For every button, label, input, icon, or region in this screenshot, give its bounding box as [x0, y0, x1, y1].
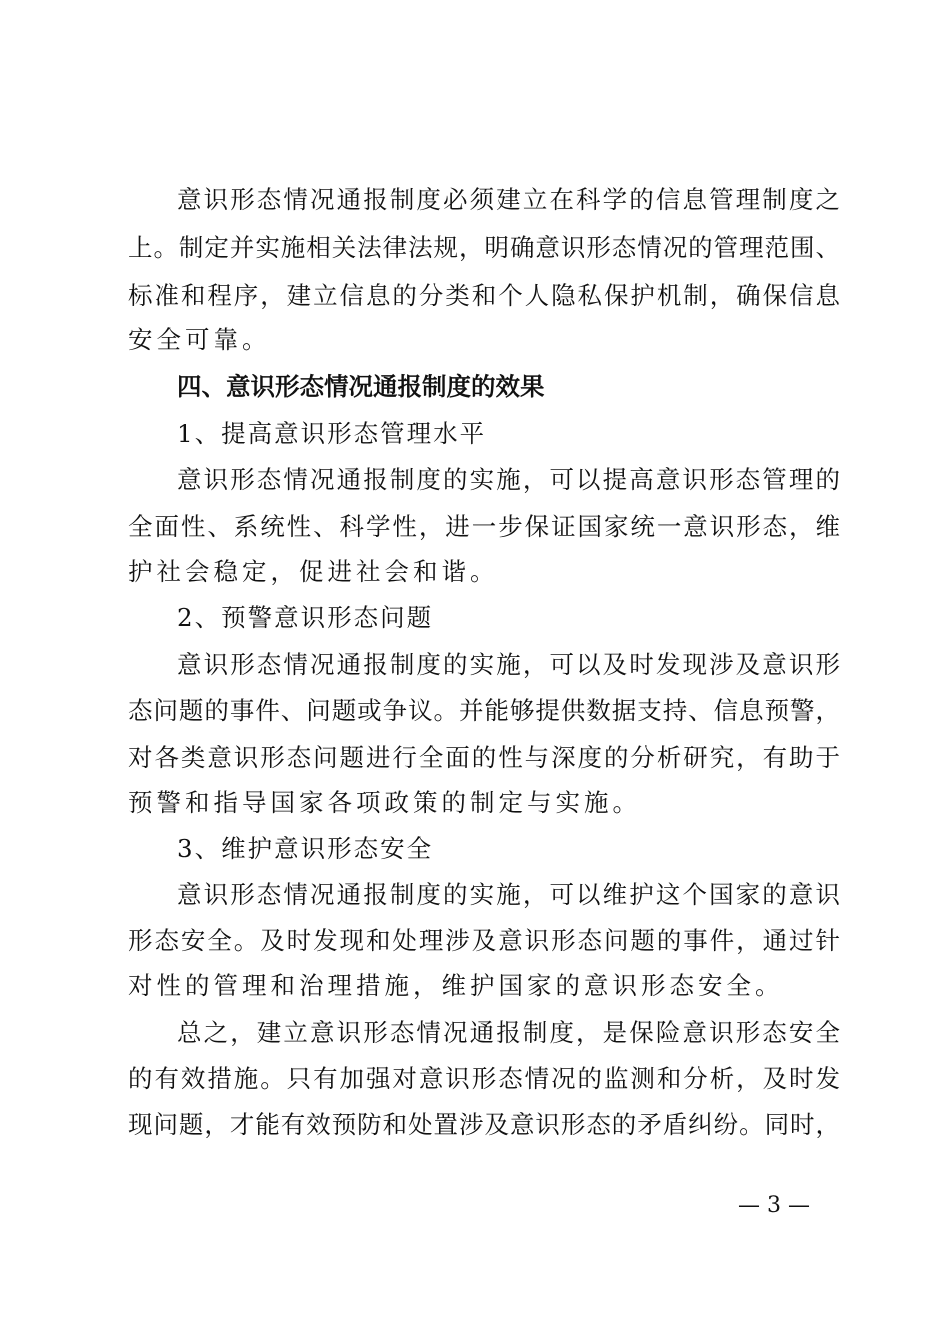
sub3-line-1: 意识形态情况通报制度的实施，可以维护这个国家的意识 [177, 880, 840, 909]
para1-line-2: 上。制定并实施相关法律法规，明确意识形态情况的管理范围、 [128, 233, 840, 262]
para1-line-4: 安全可靠。 [128, 325, 271, 354]
sub1-line-2: 全面性、系统性、科学性，进一步保证国家统一意识形态，维 [128, 512, 840, 541]
sub3-heading: 3、维护意识形态安全 [177, 834, 434, 863]
sub2-line-1: 意识形态情况通报制度的实施，可以及时发现涉及意识形 [177, 650, 840, 679]
para1-line-3: 标准和程序，建立信息的分类和个人隐私保护机制，确保信息 [128, 281, 840, 310]
sub1-line-3: 护社会稳定，促进社会和谐。 [128, 557, 499, 586]
sub1-heading: 1、提高意识形态管理水平 [177, 419, 487, 448]
sub2-line-2: 态问题的事件、问题或争议。并能够提供数据支持、信息预警， [128, 696, 840, 725]
conclusion-line-2: 的有效措施。只有加强对意识形态情况的监测和分析，及时发 [128, 1064, 840, 1093]
sub2-line-4: 预警和指导国家各项政策的制定与实施。 [128, 788, 641, 817]
para1-line-1: 意识形态情况通报制度必须建立在科学的信息管理制度之 [177, 185, 840, 214]
sub2-heading: 2、预警意识形态问题 [177, 603, 434, 632]
section-heading: 四、意识形态情况通报制度的效果 [177, 372, 545, 401]
conclusion-line-3: 现问题，才能有效预防和处置涉及意识形态的矛盾纠纷。同时， [128, 1110, 840, 1139]
sub2-line-3: 对各类意识形态问题进行全面的性与深度的分析研究，有助于 [128, 743, 840, 772]
sub1-line-1: 意识形态情况通报制度的实施，可以提高意识形态管理的 [177, 465, 840, 494]
conclusion-line-1: 总之，建立意识形态情况通报制度，是保险意识形态安全 [177, 1018, 840, 1047]
page-number: — 3 — [738, 1193, 810, 1218]
sub3-line-3: 对性的管理和治理措施，维护国家的意识形态安全。 [128, 971, 784, 1000]
sub3-line-2: 形态安全。及时发现和处理涉及意识形态问题的事件，通过针 [128, 926, 840, 955]
